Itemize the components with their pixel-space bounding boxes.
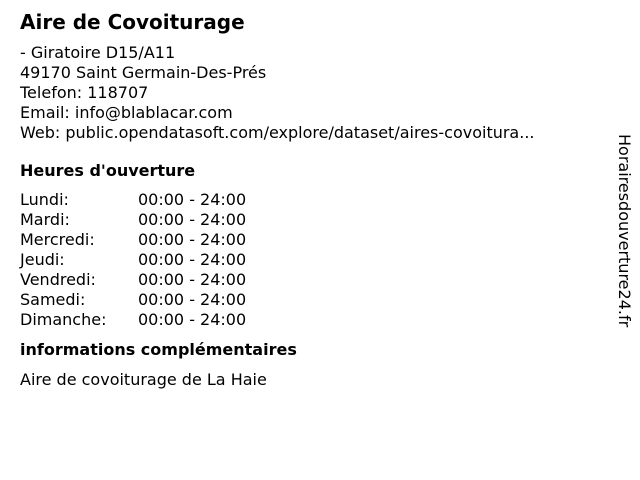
time-range: 00:00 - 24:00	[138, 210, 247, 229]
info-text: Aire de covoiturage de La Haie	[20, 370, 267, 389]
time-range: 00:00 - 24:00	[138, 190, 247, 209]
hours-row-jeudi	[20, 250, 610, 270]
day-label: Dimanche:	[20, 310, 107, 329]
day-label: Jeudi:	[20, 250, 65, 269]
day-label: Lundi:	[20, 190, 69, 209]
hours-row-dimanche	[20, 310, 610, 330]
info-heading: informations complémentaires	[20, 340, 297, 359]
time-range: 00:00 - 24:00	[138, 250, 247, 269]
street-line: - Giratoire D15/A11	[20, 43, 176, 62]
hours-row-mercredi	[20, 230, 610, 250]
hours-row-mardi	[20, 210, 610, 230]
time-range: 00:00 - 24:00	[138, 230, 247, 249]
time-range: 00:00 - 24:00	[138, 290, 247, 309]
day-label: Mercredi:	[20, 230, 95, 249]
web-line: Web: public.opendatasoft.com/explore/dataset/aires-covoitura...	[20, 123, 535, 142]
time-range: 00:00 - 24:00	[138, 310, 247, 329]
hours-row-lundi	[20, 190, 610, 210]
business-card	[20, 8, 610, 390]
hours-row-vendredi	[20, 270, 610, 290]
email-line: Email: info@blablacar.com	[20, 103, 233, 122]
time-range: 00:00 - 24:00	[138, 270, 247, 289]
city-line: 49170 Saint Germain-Des-Prés	[20, 63, 267, 82]
day-label: Samedi:	[20, 290, 86, 309]
day-label: Mardi:	[20, 210, 70, 229]
phone-line: Telefon: 118707	[20, 83, 149, 102]
page-title: Aire de Covoiturage	[20, 10, 245, 34]
site-watermark: Horairesdouverture24.fr	[615, 134, 634, 328]
hours-heading: Heures d'ouverture	[20, 161, 196, 180]
hours-row-samedi	[20, 290, 610, 310]
day-label: Vendredi:	[20, 270, 96, 289]
address-block	[20, 43, 610, 143]
opening-hours-table	[20, 190, 610, 330]
